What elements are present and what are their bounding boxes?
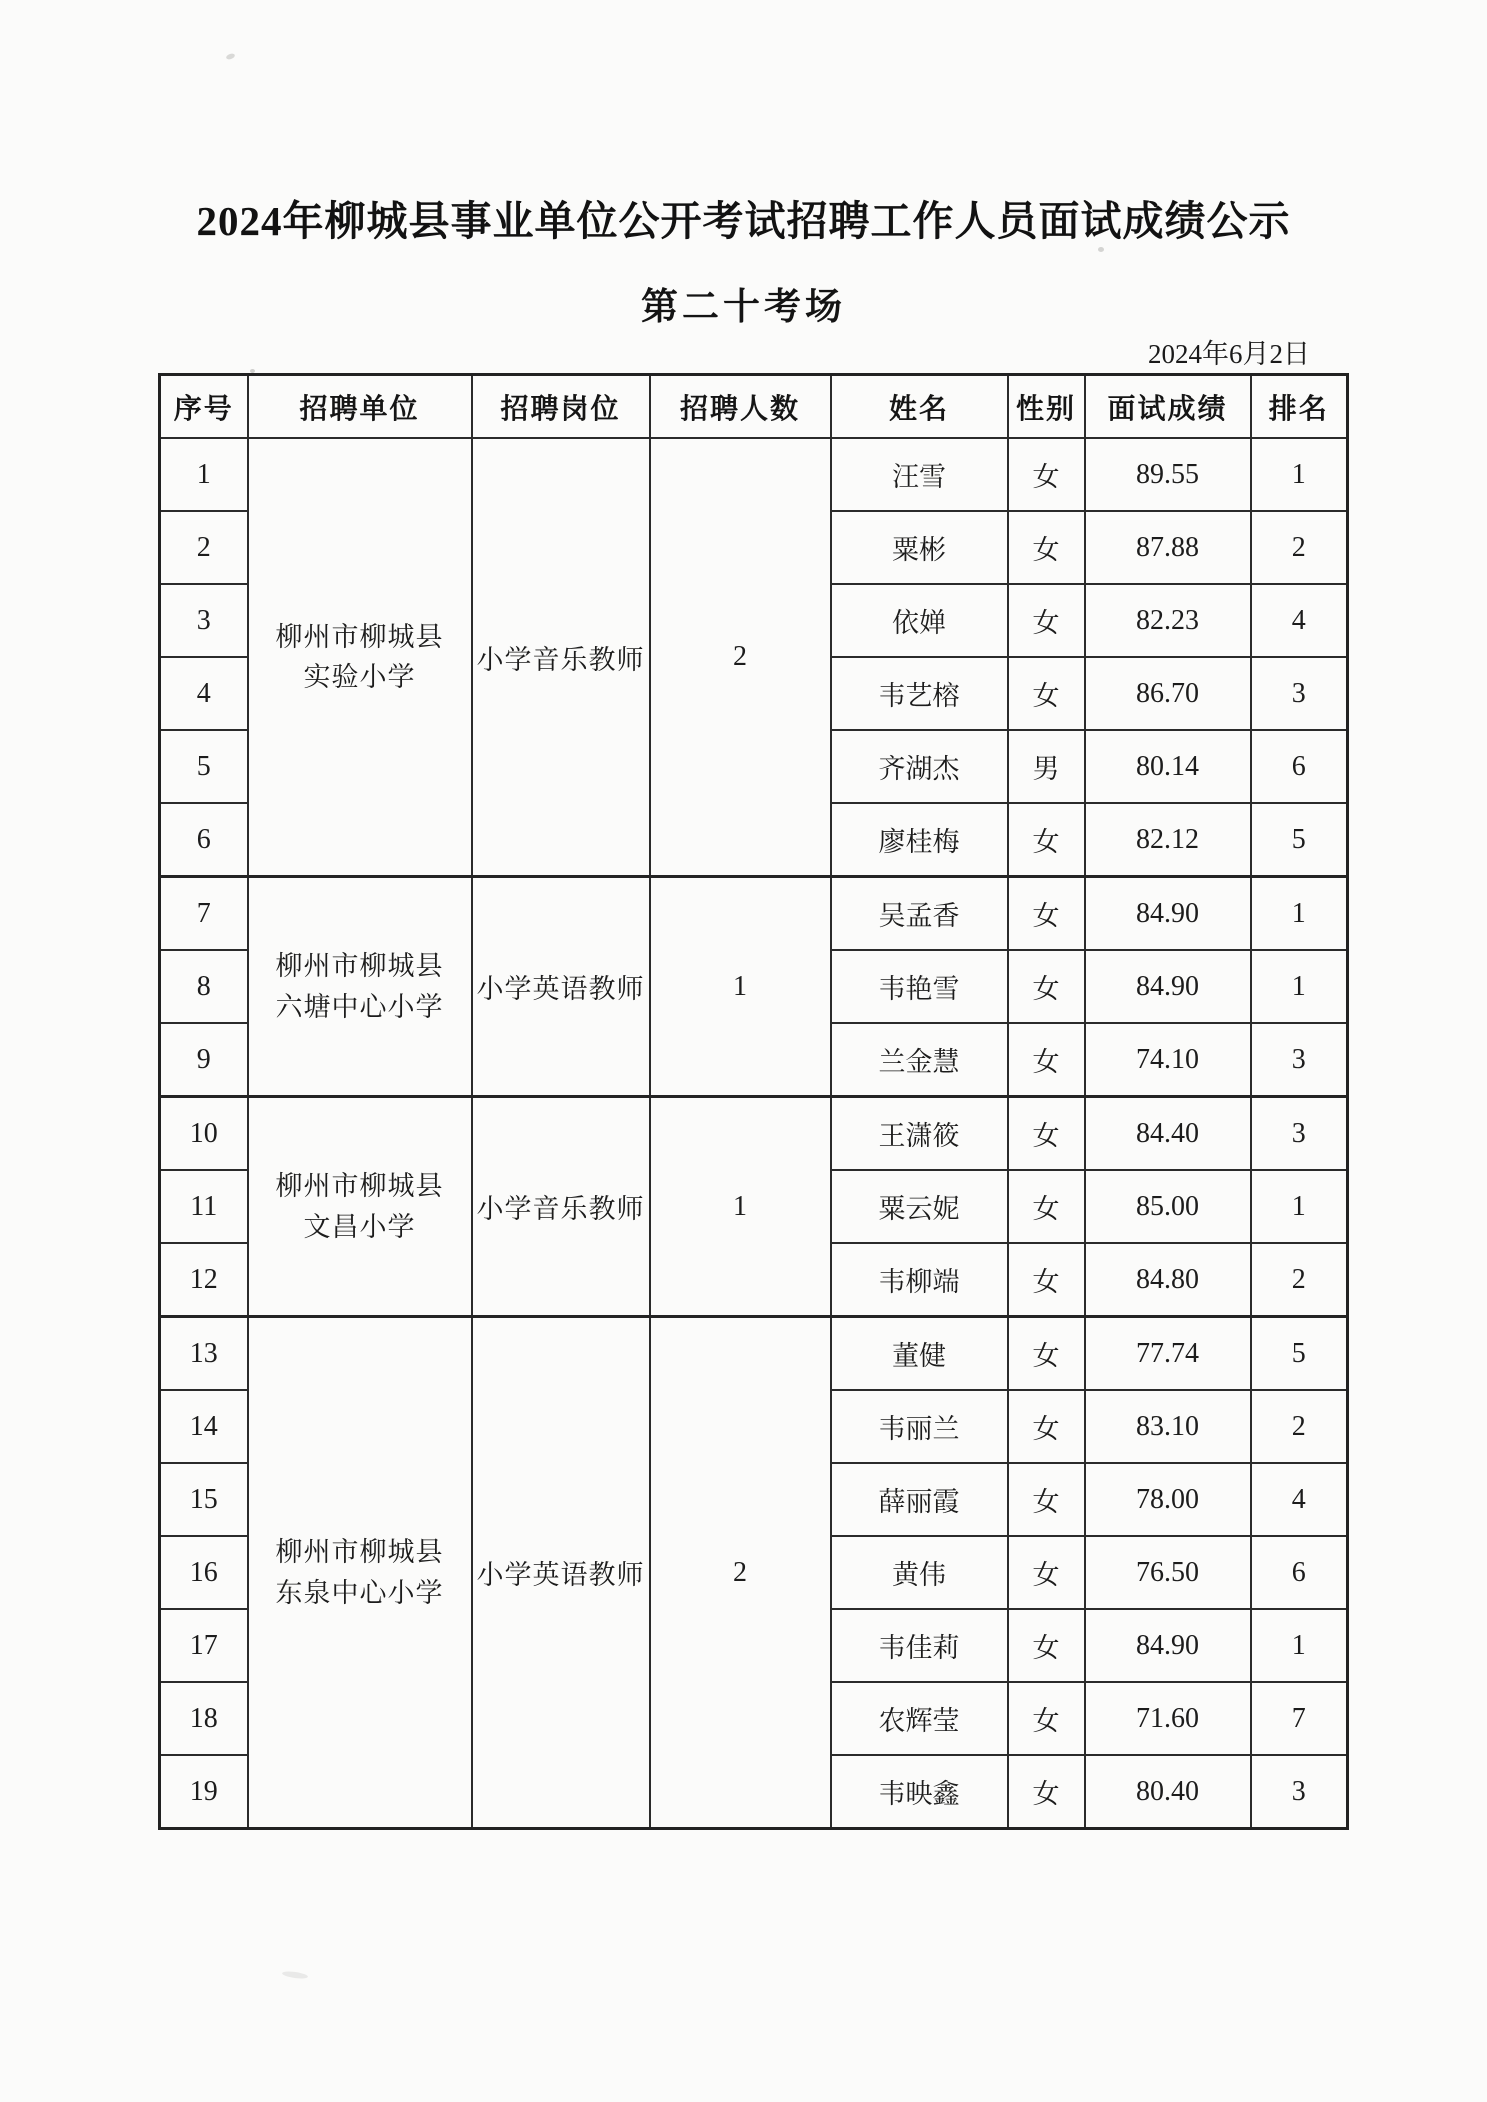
position-cell: 小学音乐教师	[472, 1097, 650, 1317]
gender-cell: 女	[1008, 1609, 1085, 1682]
name-cell: 齐湖杰	[831, 730, 1008, 803]
row-number-cell: 7	[160, 877, 248, 951]
gender-cell: 女	[1008, 1390, 1085, 1463]
name-cell: 韦映鑫	[831, 1755, 1008, 1829]
name-cell: 薛丽霞	[831, 1463, 1008, 1536]
name-cell: 农辉莹	[831, 1682, 1008, 1755]
row-number-cell: 4	[160, 657, 248, 730]
name-cell: 董健	[831, 1317, 1008, 1391]
header-position: 招聘岗位	[472, 375, 650, 439]
header-unit: 招聘单位	[248, 375, 472, 439]
gender-cell: 女	[1008, 1170, 1085, 1243]
score-cell: 84.90	[1085, 1609, 1251, 1682]
rank-cell: 6	[1251, 1536, 1348, 1609]
page-title: 2024年柳城县事业单位公开考试招聘工作人员面试成绩公示	[196, 198, 1291, 244]
table-header-row	[160, 375, 1348, 439]
header-score: 面试成绩	[1085, 375, 1251, 439]
gender-cell: 女	[1008, 1023, 1085, 1097]
row-number-cell: 16	[160, 1536, 248, 1609]
scan-artifact	[225, 53, 235, 61]
openings-cell: 2	[650, 1317, 831, 1829]
gender-cell: 女	[1008, 1755, 1085, 1829]
row-number-cell: 3	[160, 584, 248, 657]
row-number-cell: 9	[160, 1023, 248, 1097]
score-cell: 76.50	[1085, 1536, 1251, 1609]
score-cell: 83.10	[1085, 1390, 1251, 1463]
score-cell: 77.74	[1085, 1317, 1251, 1391]
rank-cell: 1	[1251, 877, 1348, 951]
gender-cell: 女	[1008, 1317, 1085, 1391]
position-cell: 小学音乐教师	[472, 438, 650, 877]
name-cell: 兰金慧	[831, 1023, 1008, 1097]
name-cell: 韦艺榕	[831, 657, 1008, 730]
unit-cell: 柳州市柳城县文昌小学	[248, 1097, 472, 1317]
gender-cell: 女	[1008, 877, 1085, 951]
table-row	[160, 877, 1348, 951]
row-number-cell: 5	[160, 730, 248, 803]
score-cell: 86.70	[1085, 657, 1251, 730]
name-cell: 吴孟香	[831, 877, 1008, 951]
position-cell: 小学英语教师	[472, 877, 650, 1097]
name-cell: 王潇筱	[831, 1097, 1008, 1171]
table-row	[160, 1317, 1348, 1391]
scan-artifact	[282, 1970, 309, 1980]
unit-cell: 柳州市柳城县实验小学	[248, 438, 472, 877]
row-number-cell: 18	[160, 1682, 248, 1755]
score-cell: 87.88	[1085, 511, 1251, 584]
header-name: 姓名	[831, 375, 1008, 439]
row-number-cell: 1	[160, 438, 248, 511]
rank-cell: 1	[1251, 1609, 1348, 1682]
score-cell: 84.80	[1085, 1243, 1251, 1317]
row-number-cell: 14	[160, 1390, 248, 1463]
rank-cell: 5	[1251, 803, 1348, 877]
score-cell: 84.90	[1085, 950, 1251, 1023]
name-cell: 韦柳端	[831, 1243, 1008, 1317]
gender-cell: 女	[1008, 1682, 1085, 1755]
row-number-cell: 10	[160, 1097, 248, 1171]
rank-cell: 3	[1251, 657, 1348, 730]
header-rank: 排名	[1251, 375, 1348, 439]
score-cell: 78.00	[1085, 1463, 1251, 1536]
openings-cell: 1	[650, 877, 831, 1097]
header-gender: 性别	[1008, 375, 1085, 439]
rank-cell: 4	[1251, 1463, 1348, 1536]
name-cell: 汪雪	[831, 438, 1008, 511]
document-date: 2024年6月2日	[1148, 339, 1310, 369]
rank-cell: 4	[1251, 584, 1348, 657]
rank-cell: 2	[1251, 1390, 1348, 1463]
rank-cell: 1	[1251, 438, 1348, 511]
score-cell: 85.00	[1085, 1170, 1251, 1243]
score-cell: 80.40	[1085, 1755, 1251, 1829]
gender-cell: 男	[1008, 730, 1085, 803]
rank-cell: 2	[1251, 1243, 1348, 1317]
row-number-cell: 8	[160, 950, 248, 1023]
interview-score-table	[158, 373, 1349, 1830]
unit-cell: 柳州市柳城县六塘中心小学	[248, 877, 472, 1097]
rank-cell: 7	[1251, 1682, 1348, 1755]
name-cell: 粟彬	[831, 511, 1008, 584]
header-openings: 招聘人数	[650, 375, 831, 439]
gender-cell: 女	[1008, 803, 1085, 877]
score-cell: 89.55	[1085, 438, 1251, 511]
row-number-cell: 13	[160, 1317, 248, 1391]
score-cell: 71.60	[1085, 1682, 1251, 1755]
unit-cell: 柳州市柳城县东泉中心小学	[248, 1317, 472, 1829]
name-cell: 韦艳雪	[831, 950, 1008, 1023]
row-number-cell: 12	[160, 1243, 248, 1317]
row-number-cell: 2	[160, 511, 248, 584]
header-index: 序号	[160, 375, 248, 439]
openings-cell: 2	[650, 438, 831, 877]
name-cell: 廖桂梅	[831, 803, 1008, 877]
page-subtitle: 第二十考场	[641, 287, 846, 328]
scan-artifact	[1098, 247, 1104, 252]
rank-cell: 5	[1251, 1317, 1348, 1391]
table-row	[160, 1097, 1348, 1171]
position-cell: 小学英语教师	[472, 1317, 650, 1829]
table-row	[160, 438, 1348, 511]
row-number-cell: 19	[160, 1755, 248, 1829]
rank-cell: 6	[1251, 730, 1348, 803]
name-cell: 依婵	[831, 584, 1008, 657]
gender-cell: 女	[1008, 438, 1085, 511]
gender-cell: 女	[1008, 584, 1085, 657]
score-cell: 84.40	[1085, 1097, 1251, 1171]
score-cell: 82.12	[1085, 803, 1251, 877]
rank-cell: 1	[1251, 1170, 1348, 1243]
score-cell: 74.10	[1085, 1023, 1251, 1097]
row-number-cell: 17	[160, 1609, 248, 1682]
name-cell: 黄伟	[831, 1536, 1008, 1609]
score-cell: 80.14	[1085, 730, 1251, 803]
name-cell: 韦佳莉	[831, 1609, 1008, 1682]
gender-cell: 女	[1008, 1463, 1085, 1536]
row-number-cell: 11	[160, 1170, 248, 1243]
gender-cell: 女	[1008, 950, 1085, 1023]
gender-cell: 女	[1008, 1536, 1085, 1609]
openings-cell: 1	[650, 1097, 831, 1317]
rank-cell: 2	[1251, 511, 1348, 584]
row-number-cell: 6	[160, 803, 248, 877]
row-number-cell: 15	[160, 1463, 248, 1536]
gender-cell: 女	[1008, 1097, 1085, 1171]
rank-cell: 3	[1251, 1755, 1348, 1829]
gender-cell: 女	[1008, 657, 1085, 730]
gender-cell: 女	[1008, 1243, 1085, 1317]
name-cell: 粟云妮	[831, 1170, 1008, 1243]
score-cell: 82.23	[1085, 584, 1251, 657]
rank-cell: 3	[1251, 1023, 1348, 1097]
rank-cell: 1	[1251, 950, 1348, 1023]
rank-cell: 3	[1251, 1097, 1348, 1171]
score-cell: 84.90	[1085, 877, 1251, 951]
name-cell: 韦丽兰	[831, 1390, 1008, 1463]
gender-cell: 女	[1008, 511, 1085, 584]
